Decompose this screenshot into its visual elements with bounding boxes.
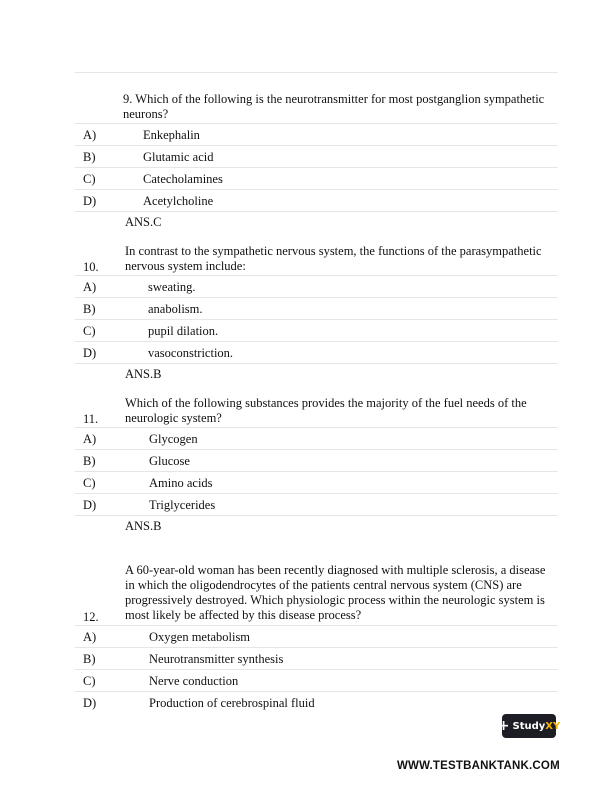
option-a[interactable] bbox=[75, 427, 558, 449]
option-letter: C) bbox=[83, 674, 96, 688]
question-12 bbox=[75, 563, 558, 713]
option-letter: B) bbox=[83, 454, 96, 468]
question-text: A 60-year-old woman has been recently diagnosed with multiple sclerosis, a disease in which the oligodendrocytes of the patients central nervous system (CNS) are progressively destroyed. Which physiologic process within the neurologic system is most likely be affected by this disease process? bbox=[125, 563, 546, 622]
plus-icon: + bbox=[497, 718, 510, 734]
option-d[interactable] bbox=[75, 341, 558, 363]
option-a[interactable] bbox=[75, 275, 558, 297]
question-text: Which of the following substances provides the majority of the fuel needs of the neurologic system? bbox=[125, 396, 527, 425]
option-letter: A) bbox=[83, 128, 97, 142]
answer-key: ANS.C bbox=[75, 211, 558, 230]
option-d[interactable] bbox=[75, 691, 558, 713]
option-d[interactable] bbox=[75, 189, 558, 211]
top-divider bbox=[75, 72, 558, 73]
option-letter: A) bbox=[83, 630, 97, 644]
question-11 bbox=[75, 396, 558, 534]
option-c[interactable] bbox=[75, 167, 558, 189]
option-text: vasoconstriction. bbox=[148, 346, 234, 360]
question-number: 11. bbox=[83, 412, 99, 426]
question-number: 9. bbox=[123, 92, 133, 106]
question-10 bbox=[75, 244, 558, 382]
option-text: anabolism. bbox=[148, 302, 203, 316]
option-text: Acetylcholine bbox=[143, 194, 214, 208]
option-letter: D) bbox=[83, 498, 97, 512]
option-d[interactable] bbox=[75, 493, 558, 515]
option-b[interactable] bbox=[75, 145, 558, 167]
badge-label: StudyXY bbox=[512, 720, 561, 732]
option-letter: A) bbox=[83, 432, 97, 446]
option-letter: B) bbox=[83, 652, 96, 666]
option-a[interactable] bbox=[75, 625, 558, 647]
option-letter: A) bbox=[83, 280, 97, 294]
studyxy-badge[interactable] bbox=[497, 714, 561, 738]
option-text: Catecholamines bbox=[143, 172, 223, 186]
option-text: Oxygen metabolism bbox=[149, 630, 251, 644]
option-letter: C) bbox=[83, 324, 96, 338]
option-text: sweating. bbox=[148, 280, 196, 294]
option-letter: C) bbox=[83, 172, 96, 186]
option-letter: B) bbox=[83, 150, 96, 164]
option-letter: C) bbox=[83, 476, 96, 490]
option-letter: D) bbox=[83, 696, 97, 710]
option-text: Enkephalin bbox=[143, 128, 200, 142]
option-a[interactable] bbox=[75, 123, 558, 145]
question-9 bbox=[75, 92, 558, 230]
answer-key: ANS.B bbox=[75, 515, 558, 534]
option-b[interactable] bbox=[75, 297, 558, 319]
question-number: 12. bbox=[83, 610, 99, 624]
option-letter: B) bbox=[83, 302, 96, 316]
option-text: Glycogen bbox=[149, 432, 198, 446]
option-text: pupil dilation. bbox=[148, 324, 219, 338]
option-c[interactable] bbox=[75, 669, 558, 691]
answer-key: ANS.B bbox=[75, 363, 558, 382]
option-text: Glutamic acid bbox=[143, 150, 214, 164]
option-text: Amino acids bbox=[149, 476, 213, 490]
question-number: 10. bbox=[83, 260, 99, 274]
option-c[interactable] bbox=[75, 471, 558, 493]
option-b[interactable] bbox=[75, 449, 558, 471]
option-letter: D) bbox=[83, 346, 97, 360]
option-b[interactable] bbox=[75, 647, 558, 669]
option-letter: D) bbox=[83, 194, 97, 208]
option-text: Neurotransmitter synthesis bbox=[149, 652, 284, 666]
option-c[interactable] bbox=[75, 319, 558, 341]
question-text: Which of the following is the neurotransmitter for most postganglion sympathetic neurons? bbox=[123, 92, 545, 121]
option-text: Glucose bbox=[149, 454, 190, 468]
option-text: Nerve conduction bbox=[149, 674, 239, 688]
question-text: In contrast to the sympathetic nervous system, the functions of the parasympathetic nervous system include: bbox=[125, 244, 542, 273]
option-text: Triglycerides bbox=[149, 498, 216, 512]
option-text: Production of cerebrospinal fluid bbox=[149, 696, 315, 710]
footer-site-url: WWW.TESTBANKTANK.COM bbox=[397, 760, 560, 772]
